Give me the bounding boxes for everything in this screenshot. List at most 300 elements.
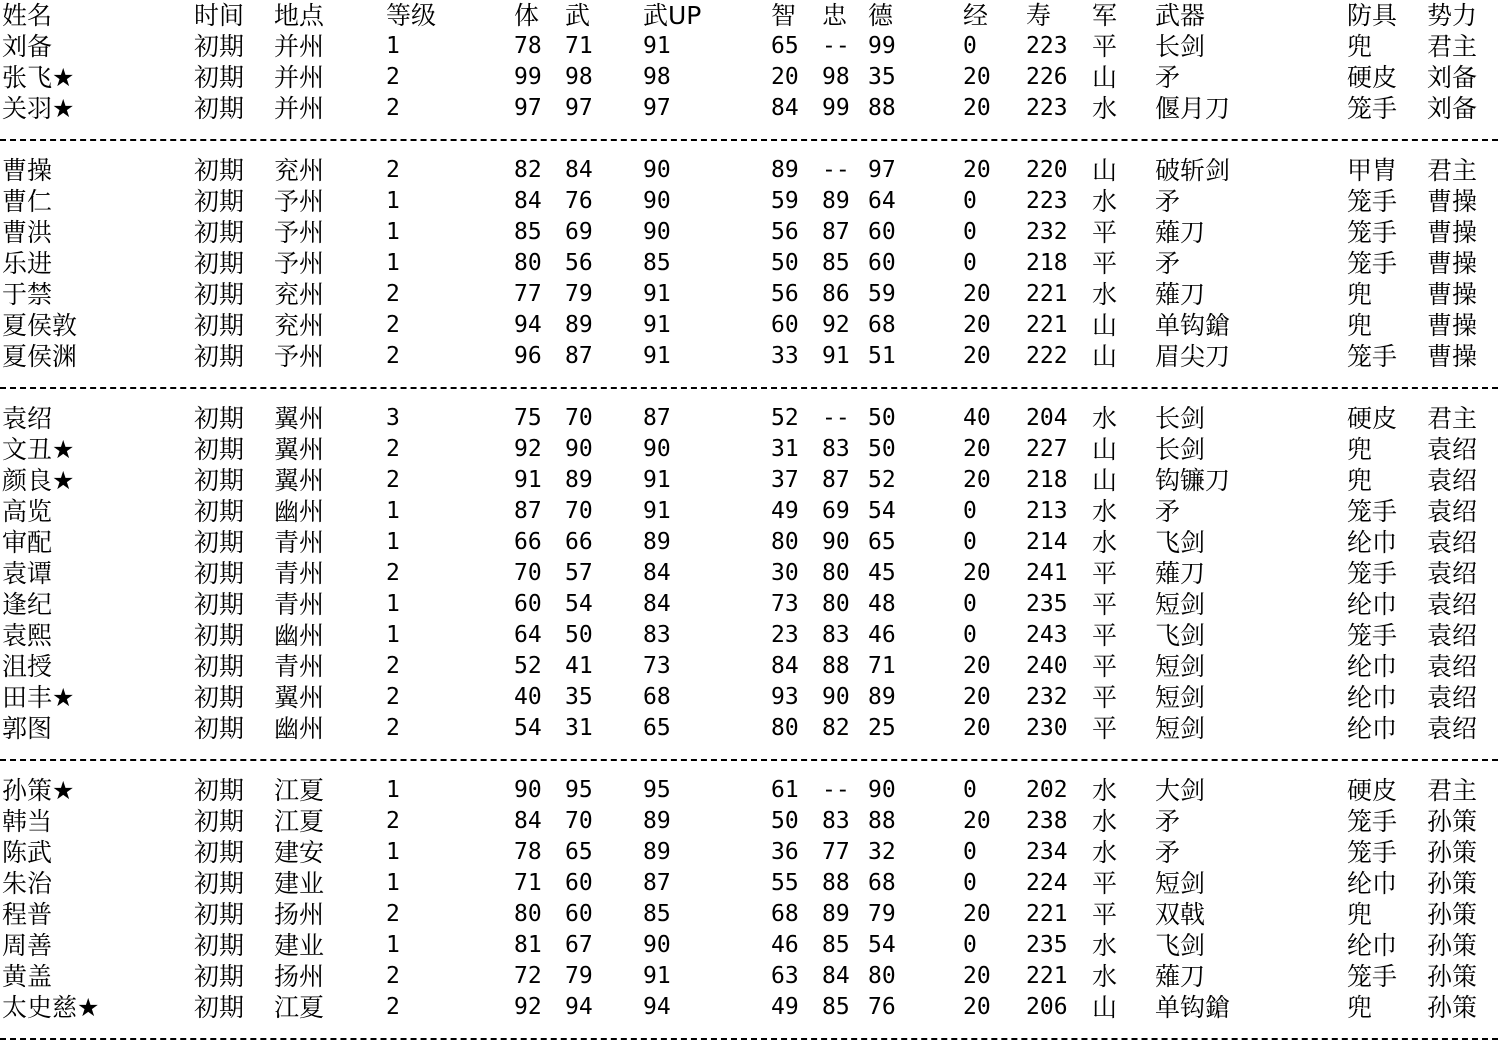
cell-body: 54 (514, 715, 542, 741)
cell-faction: 袁绍 (1427, 497, 1478, 526)
cell-exp: 40 (963, 405, 991, 431)
cell-int: 55 (771, 870, 799, 896)
table-row (0, 403, 1498, 434)
cell-life: 224 (1026, 870, 1068, 896)
cell-place: 兖州 (274, 280, 325, 309)
cell-time: 初期 (194, 869, 245, 898)
cell-loy: 87 (822, 467, 850, 493)
cell-level: 3 (386, 405, 400, 431)
cell-time: 初期 (194, 94, 245, 123)
cell-army: 平 (1092, 652, 1118, 681)
cell-place: 翼州 (274, 466, 325, 495)
cell-weapon: 矛 (1155, 838, 1181, 867)
cell-place: 兖州 (274, 311, 325, 340)
cell-warup: 84 (643, 560, 671, 586)
cell-weapon: 矛 (1155, 249, 1181, 278)
cell-life: 232 (1026, 684, 1068, 710)
cell-name: 逢纪 (2, 590, 53, 619)
cell-name: 田丰★ (2, 683, 75, 712)
cell-time: 初期 (194, 807, 245, 836)
cell-loy: -- (822, 157, 850, 183)
cell-int: 56 (771, 281, 799, 307)
cell-army: 水 (1092, 280, 1118, 309)
cell-weapon: 短剑 (1155, 869, 1206, 898)
table-row (0, 527, 1498, 558)
header-army: 军 (1092, 1, 1118, 30)
cell-time: 初期 (194, 900, 245, 929)
cell-body: 77 (514, 281, 542, 307)
cell-vir: 64 (868, 188, 896, 214)
cell-warup: 84 (643, 591, 671, 617)
cell-level: 2 (386, 157, 400, 183)
group-separator (0, 124, 1498, 155)
cell-faction: 孙策 (1427, 900, 1478, 929)
cell-weapon: 飞剑 (1155, 931, 1206, 960)
dashed-divider (0, 759, 1498, 761)
cell-body: 66 (514, 529, 542, 555)
cell-weapon: 飞剑 (1155, 528, 1206, 557)
cell-faction: 孙策 (1427, 962, 1478, 991)
header-vir: 德 (868, 1, 894, 30)
cell-body: 97 (514, 95, 542, 121)
cell-faction: 袁绍 (1427, 683, 1478, 712)
cell-exp: 20 (963, 901, 991, 927)
cell-time: 初期 (194, 404, 245, 433)
cell-name: 周善 (2, 931, 53, 960)
cell-body: 92 (514, 436, 542, 462)
cell-vir: 88 (868, 808, 896, 834)
cell-body: 80 (514, 901, 542, 927)
cell-armor: 纶巾 (1347, 931, 1398, 960)
cell-exp: 20 (963, 281, 991, 307)
cell-place: 江夏 (274, 776, 325, 805)
cell-army: 山 (1092, 435, 1118, 464)
cell-warup: 90 (643, 188, 671, 214)
cell-loy: 89 (822, 188, 850, 214)
cell-warup: 97 (643, 95, 671, 121)
cell-level: 2 (386, 467, 400, 493)
cell-faction: 袁绍 (1427, 466, 1478, 495)
cell-int: 30 (771, 560, 799, 586)
cell-level: 1 (386, 33, 400, 59)
cell-armor: 笼手 (1347, 838, 1398, 867)
cell-body: 70 (514, 560, 542, 586)
cell-time: 初期 (194, 311, 245, 340)
cell-weapon: 单钩鎗 (1155, 993, 1231, 1022)
cell-int: 31 (771, 436, 799, 462)
cell-weapon: 薙刀 (1155, 559, 1206, 588)
cell-body: 94 (514, 312, 542, 338)
cell-place: 翼州 (274, 435, 325, 464)
table-row (0, 806, 1498, 837)
cell-time: 初期 (194, 218, 245, 247)
cell-armor: 笼手 (1347, 962, 1398, 991)
cell-exp: 0 (963, 622, 977, 648)
cell-exp: 20 (963, 808, 991, 834)
cell-name: 关羽★ (2, 94, 75, 123)
cell-army: 水 (1092, 962, 1118, 991)
header-exp: 经 (963, 1, 989, 30)
cell-int: 37 (771, 467, 799, 493)
cell-level: 1 (386, 839, 400, 865)
cell-faction: 曹操 (1427, 187, 1478, 216)
cell-army: 平 (1092, 900, 1118, 929)
cell-war: 60 (565, 901, 593, 927)
cell-life: 220 (1026, 157, 1068, 183)
cell-vir: 99 (868, 33, 896, 59)
cell-exp: 0 (963, 498, 977, 524)
cell-level: 2 (386, 684, 400, 710)
cell-body: 90 (514, 777, 542, 803)
table-row (0, 651, 1498, 682)
cell-vir: 97 (868, 157, 896, 183)
cell-level: 1 (386, 250, 400, 276)
cell-loy: 84 (822, 963, 850, 989)
cell-weapon: 眉尖刀 (1155, 342, 1231, 371)
table-row (0, 775, 1498, 806)
cell-weapon: 钩镰刀 (1155, 466, 1231, 495)
cell-warup: 95 (643, 777, 671, 803)
cell-weapon: 长剑 (1155, 404, 1206, 433)
cell-armor: 笼手 (1347, 559, 1398, 588)
cell-faction: 刘备 (1427, 94, 1478, 123)
cell-warup: 83 (643, 622, 671, 648)
cell-faction: 曹操 (1427, 311, 1478, 340)
cell-int: 89 (771, 157, 799, 183)
cell-name: 曹洪 (2, 218, 53, 247)
cell-loy: 87 (822, 219, 850, 245)
cell-armor: 纶巾 (1347, 714, 1398, 743)
cell-faction: 刘备 (1427, 63, 1478, 92)
cell-loy: 77 (822, 839, 850, 865)
table-row (0, 31, 1498, 62)
cell-vir: 60 (868, 219, 896, 245)
cell-place: 幽州 (274, 714, 325, 743)
cell-name: 太史慈★ (2, 993, 100, 1022)
cell-int: 68 (771, 901, 799, 927)
cell-war: 65 (565, 839, 593, 865)
cell-time: 初期 (194, 435, 245, 464)
cell-loy: 90 (822, 529, 850, 555)
cell-level: 2 (386, 994, 400, 1020)
cell-loy: 69 (822, 498, 850, 524)
cell-armor: 兜 (1347, 466, 1373, 495)
cell-body: 72 (514, 963, 542, 989)
cell-faction: 孙策 (1427, 931, 1478, 960)
cell-time: 初期 (194, 714, 245, 743)
cell-place: 并州 (274, 94, 325, 123)
cell-level: 1 (386, 498, 400, 524)
cell-vir: 35 (868, 64, 896, 90)
cell-body: 85 (514, 219, 542, 245)
cell-vir: 59 (868, 281, 896, 307)
cell-loy: 98 (822, 64, 850, 90)
cell-int: 93 (771, 684, 799, 710)
cell-war: 69 (565, 219, 593, 245)
group-separator (0, 372, 1498, 403)
cell-exp: 20 (963, 963, 991, 989)
cell-life: 214 (1026, 529, 1068, 555)
cell-name: 朱治 (2, 869, 53, 898)
group-separator (0, 744, 1498, 775)
cell-war: 71 (565, 33, 593, 59)
cell-weapon: 矛 (1155, 497, 1181, 526)
cell-body: 96 (514, 343, 542, 369)
table-row (0, 620, 1498, 651)
cell-int: 73 (771, 591, 799, 617)
table-row (0, 837, 1498, 868)
cell-exp: 20 (963, 653, 991, 679)
cell-life: 243 (1026, 622, 1068, 648)
cell-level: 1 (386, 591, 400, 617)
cell-level: 1 (386, 932, 400, 958)
cell-place: 兖州 (274, 156, 325, 185)
cell-war: 70 (565, 808, 593, 834)
cell-level: 1 (386, 219, 400, 245)
cell-armor: 笼手 (1347, 497, 1398, 526)
cell-int: 65 (771, 33, 799, 59)
cell-vir: 25 (868, 715, 896, 741)
cell-life: 204 (1026, 405, 1068, 431)
cell-army: 水 (1092, 404, 1118, 433)
cell-vir: 52 (868, 467, 896, 493)
table-row (0, 310, 1498, 341)
cell-vir: 50 (868, 436, 896, 462)
cell-name: 袁熙 (2, 621, 53, 650)
cell-war: 70 (565, 405, 593, 431)
cell-warup: 90 (643, 436, 671, 462)
cell-place: 幽州 (274, 621, 325, 650)
cell-time: 初期 (194, 838, 245, 867)
cell-time: 初期 (194, 528, 245, 557)
cell-war: 98 (565, 64, 593, 90)
table-row (0, 496, 1498, 527)
table-row (0, 155, 1498, 186)
cell-exp: 20 (963, 157, 991, 183)
cell-level: 2 (386, 436, 400, 462)
cell-exp: 20 (963, 436, 991, 462)
cell-armor: 兜 (1347, 435, 1373, 464)
cell-weapon: 短剑 (1155, 590, 1206, 619)
cell-loy: 83 (822, 622, 850, 648)
cell-faction: 曹操 (1427, 218, 1478, 247)
cell-level: 1 (386, 870, 400, 896)
cell-level: 2 (386, 343, 400, 369)
cell-faction: 君主 (1427, 404, 1478, 433)
cell-life: 213 (1026, 498, 1068, 524)
cell-faction: 袁绍 (1427, 621, 1478, 650)
cell-weapon: 薙刀 (1155, 962, 1206, 991)
cell-army: 山 (1092, 993, 1118, 1022)
cell-life: 218 (1026, 467, 1068, 493)
cell-place: 建业 (274, 869, 325, 898)
cell-body: 87 (514, 498, 542, 524)
cell-vir: 65 (868, 529, 896, 555)
table-row (0, 279, 1498, 310)
header-place: 地点 (274, 1, 325, 30)
cell-vir: 68 (868, 870, 896, 896)
cell-war: 90 (565, 436, 593, 462)
cell-name: 黄盖 (2, 962, 53, 991)
cell-war: 76 (565, 188, 593, 214)
cell-loy: 82 (822, 715, 850, 741)
cell-armor: 兜 (1347, 280, 1373, 309)
cell-loy: 80 (822, 560, 850, 586)
cell-warup: 65 (643, 715, 671, 741)
cell-vir: 88 (868, 95, 896, 121)
cell-army: 山 (1092, 63, 1118, 92)
cell-body: 52 (514, 653, 542, 679)
cell-weapon: 矛 (1155, 63, 1181, 92)
cell-war: 97 (565, 95, 593, 121)
cell-armor: 笼手 (1347, 621, 1398, 650)
cell-level: 2 (386, 963, 400, 989)
cell-faction: 孙策 (1427, 993, 1478, 1022)
cell-weapon: 短剑 (1155, 714, 1206, 743)
header-time: 时间 (194, 1, 245, 30)
cell-name: 高览 (2, 497, 53, 526)
cell-vir: 54 (868, 932, 896, 958)
cell-place: 青州 (274, 528, 325, 557)
cell-place: 江夏 (274, 807, 325, 836)
cell-exp: 20 (963, 467, 991, 493)
cell-life: 218 (1026, 250, 1068, 276)
cell-int: 56 (771, 219, 799, 245)
table-row (0, 217, 1498, 248)
cell-faction: 孙策 (1427, 869, 1478, 898)
header-loy: 忠 (822, 1, 848, 30)
cell-name: 孙策★ (2, 776, 75, 805)
cell-place: 青州 (274, 559, 325, 588)
cell-level: 2 (386, 808, 400, 834)
cell-war: 84 (565, 157, 593, 183)
cell-armor: 纶巾 (1347, 528, 1398, 557)
cell-life: 223 (1026, 188, 1068, 214)
cell-faction: 孙策 (1427, 838, 1478, 867)
cell-body: 84 (514, 188, 542, 214)
cell-time: 初期 (194, 776, 245, 805)
cell-place: 建安 (274, 838, 325, 867)
cell-army: 平 (1092, 218, 1118, 247)
cell-loy: 99 (822, 95, 850, 121)
table-row (0, 961, 1498, 992)
cell-army: 平 (1092, 683, 1118, 712)
cell-army: 水 (1092, 931, 1118, 960)
cell-army: 水 (1092, 94, 1118, 123)
cell-weapon: 矛 (1155, 807, 1181, 836)
cell-weapon: 长剑 (1155, 435, 1206, 464)
cell-int: 84 (771, 653, 799, 679)
cell-body: 71 (514, 870, 542, 896)
cell-time: 初期 (194, 559, 245, 588)
cell-int: 84 (771, 95, 799, 121)
cell-life: 221 (1026, 963, 1068, 989)
cell-body: 75 (514, 405, 542, 431)
cell-int: 80 (771, 715, 799, 741)
cell-exp: 20 (963, 312, 991, 338)
cell-army: 山 (1092, 342, 1118, 371)
cell-vir: 46 (868, 622, 896, 648)
cell-faction: 君主 (1427, 156, 1478, 185)
cell-armor: 笼手 (1347, 187, 1398, 216)
cell-war: 79 (565, 963, 593, 989)
cell-life: 235 (1026, 932, 1068, 958)
cell-exp: 0 (963, 591, 977, 617)
table-row (0, 558, 1498, 589)
dashed-divider (0, 1038, 1498, 1040)
cell-vir: 51 (868, 343, 896, 369)
cell-name: 文丑★ (2, 435, 75, 464)
cell-level: 1 (386, 622, 400, 648)
cell-armor: 硬皮 (1347, 776, 1398, 805)
cell-life: 241 (1026, 560, 1068, 586)
cell-life: 227 (1026, 436, 1068, 462)
cell-exp: 0 (963, 219, 977, 245)
cell-int: 60 (771, 312, 799, 338)
cell-body: 78 (514, 839, 542, 865)
cell-warup: 91 (643, 312, 671, 338)
cell-warup: 94 (643, 994, 671, 1020)
cell-int: 80 (771, 529, 799, 555)
cell-war: 79 (565, 281, 593, 307)
header-weapon: 武器 (1155, 1, 1206, 30)
cell-vir: 71 (868, 653, 896, 679)
cell-war: 41 (565, 653, 593, 679)
cell-name: 袁绍 (2, 404, 53, 433)
cell-place: 青州 (274, 652, 325, 681)
cell-warup: 89 (643, 839, 671, 865)
cell-loy: 83 (822, 436, 850, 462)
cell-army: 平 (1092, 590, 1118, 619)
cell-army: 山 (1092, 156, 1118, 185)
table-row (0, 682, 1498, 713)
cell-name: 刘备 (2, 32, 53, 61)
cell-armor: 笼手 (1347, 807, 1398, 836)
cell-loy: -- (822, 777, 850, 803)
cell-armor: 笼手 (1347, 218, 1398, 247)
cell-time: 初期 (194, 342, 245, 371)
cell-time: 初期 (194, 962, 245, 991)
cell-exp: 0 (963, 529, 977, 555)
group-separator (0, 1023, 1498, 1054)
table-row (0, 93, 1498, 124)
cell-armor: 笼手 (1347, 342, 1398, 371)
cell-war: 31 (565, 715, 593, 741)
cell-loy: -- (822, 33, 850, 59)
roster-groups (0, 31, 1498, 1054)
cell-life: 234 (1026, 839, 1068, 865)
cell-time: 初期 (194, 32, 245, 61)
cell-faction: 曹操 (1427, 249, 1478, 278)
cell-weapon: 单钩鎗 (1155, 311, 1231, 340)
cell-time: 初期 (194, 497, 245, 526)
cell-loy: -- (822, 405, 850, 431)
cell-place: 扬州 (274, 962, 325, 991)
table-row (0, 930, 1498, 961)
cell-loy: 86 (822, 281, 850, 307)
cell-place: 幽州 (274, 497, 325, 526)
cell-war: 94 (565, 994, 593, 1020)
cell-weapon: 长剑 (1155, 32, 1206, 61)
cell-army: 水 (1092, 838, 1118, 867)
header-life: 寿 (1026, 1, 1052, 30)
cell-vir: 54 (868, 498, 896, 524)
table-row (0, 341, 1498, 372)
cell-time: 初期 (194, 621, 245, 650)
cell-weapon: 双戟 (1155, 900, 1206, 929)
cell-place: 扬州 (274, 900, 325, 929)
cell-loy: 88 (822, 653, 850, 679)
